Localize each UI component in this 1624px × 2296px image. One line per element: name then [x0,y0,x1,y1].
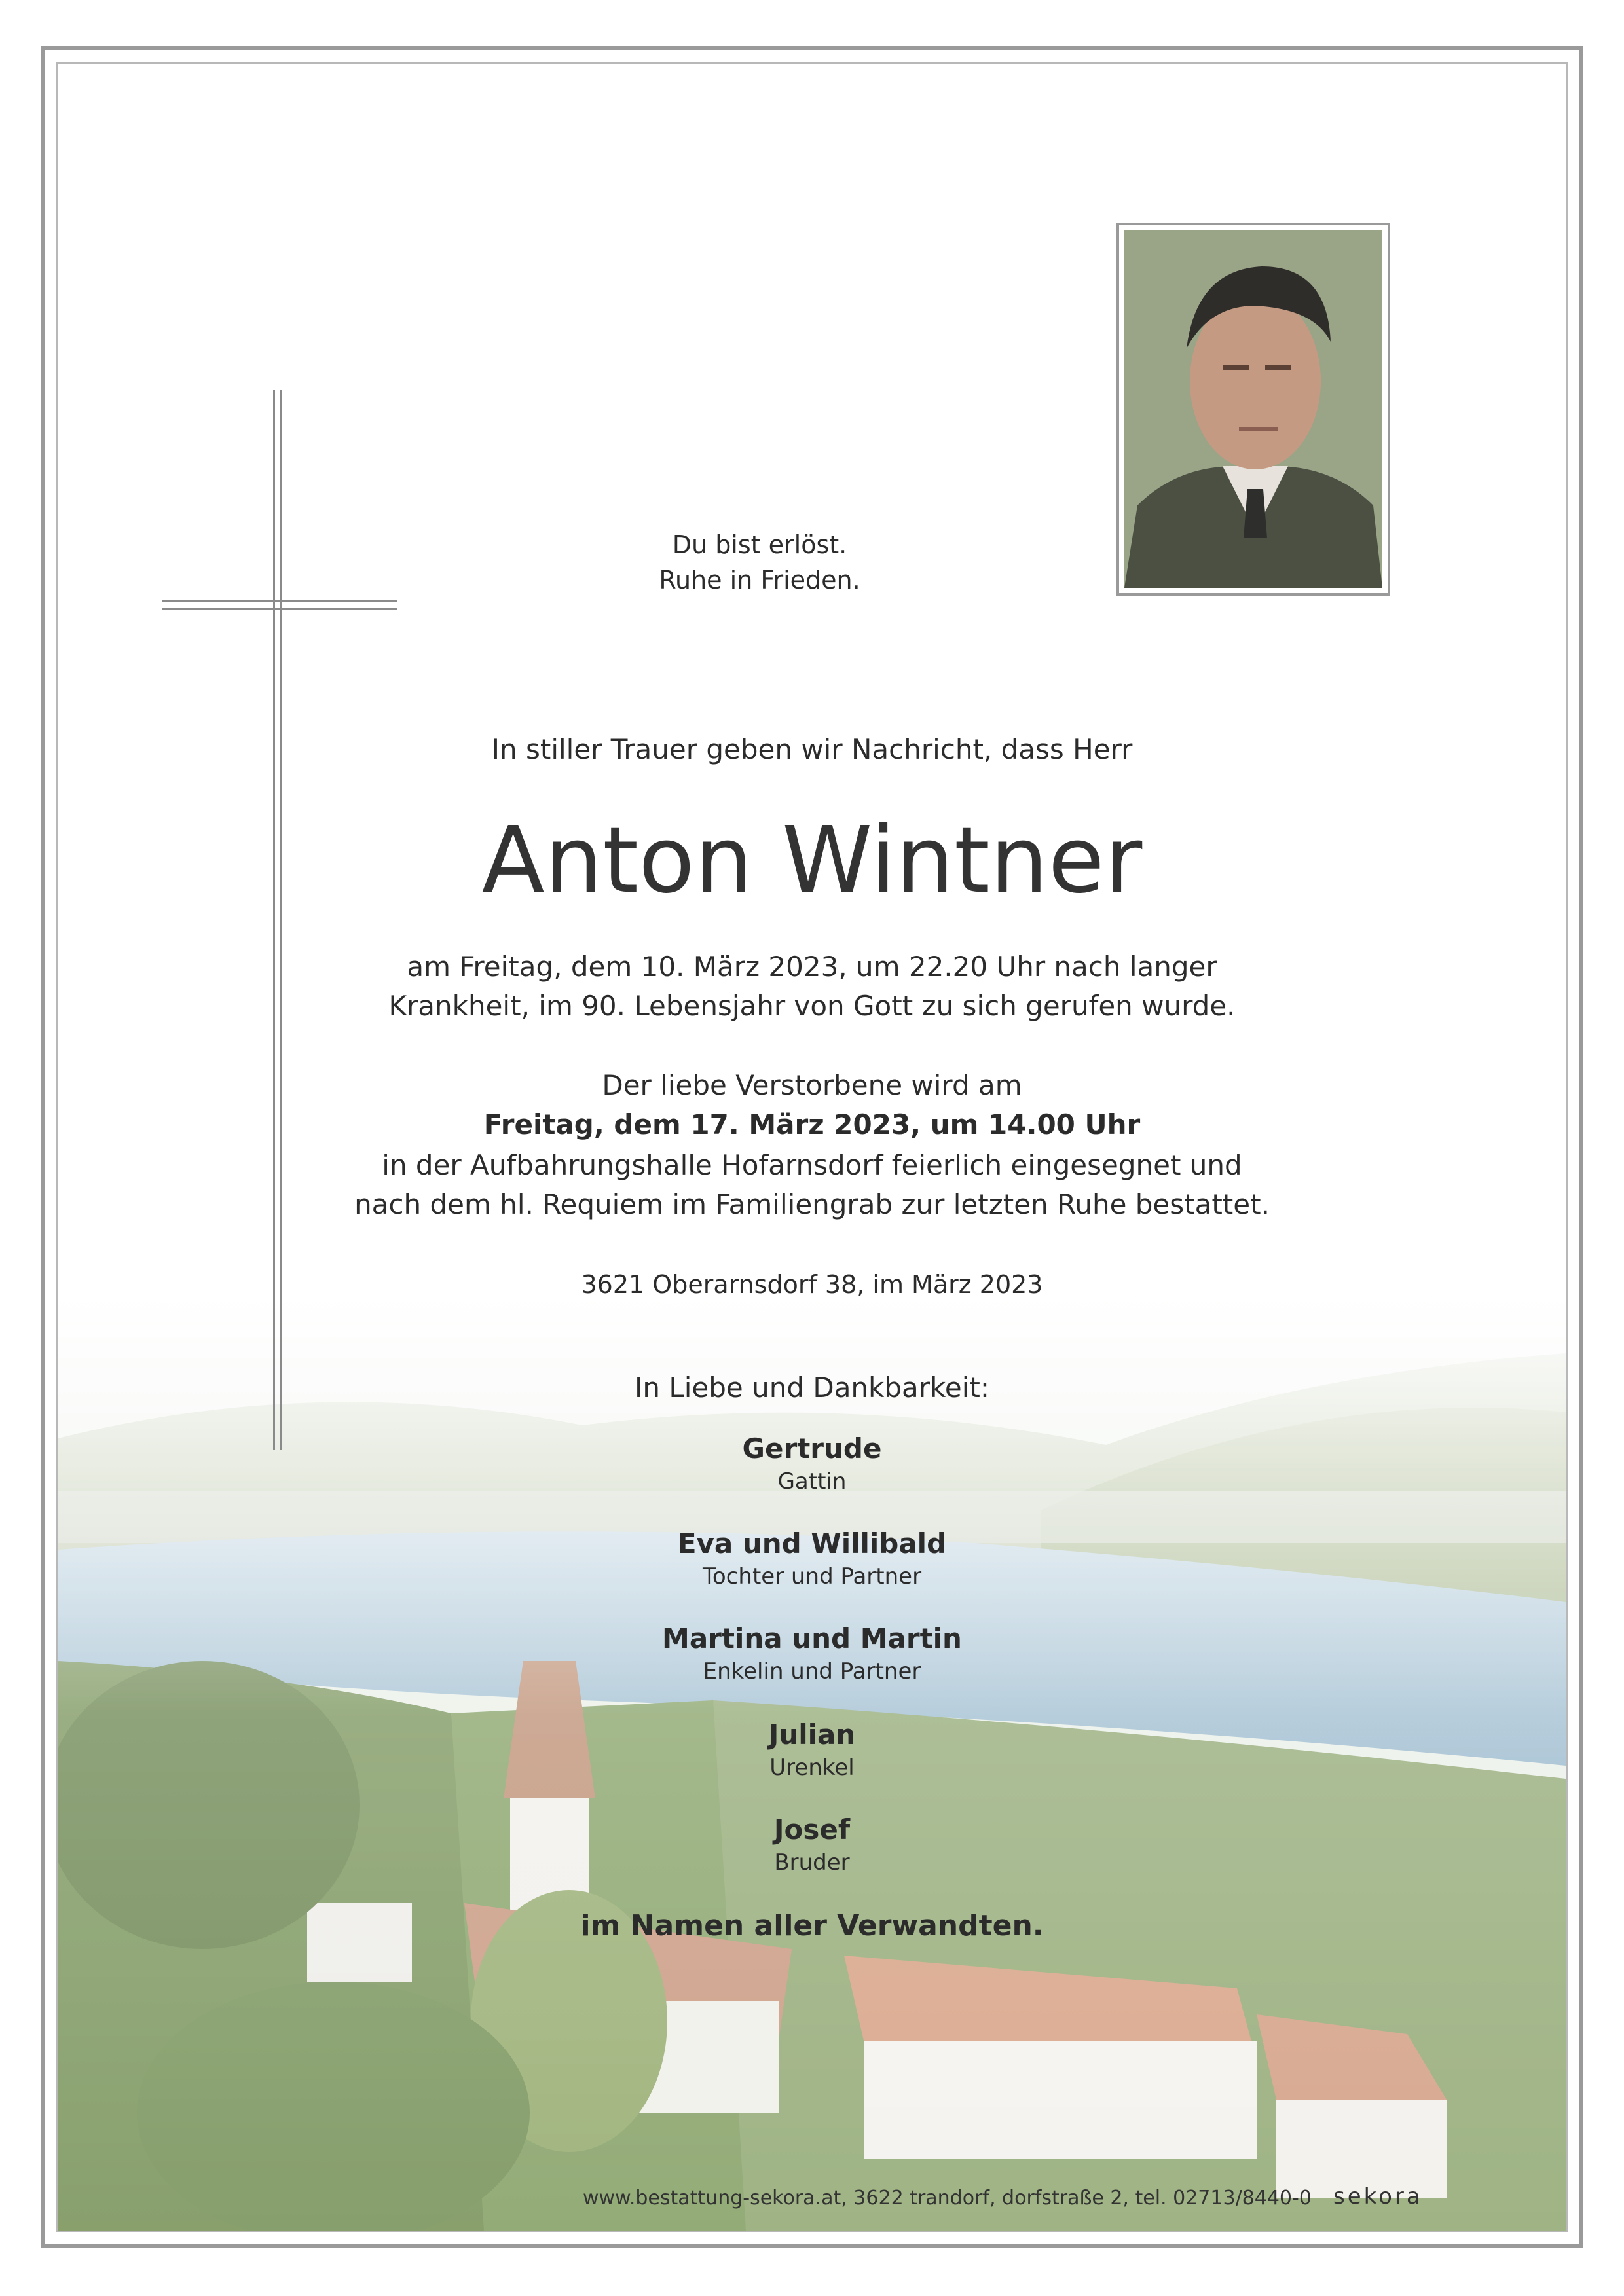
cross-horizontal-bar [162,600,397,610]
mourner-role: Gattin [777,1468,847,1495]
motto-line-2: Ruhe in Frieden. [659,566,860,594]
portrait-photo-frame [1116,223,1390,596]
mourner-role: Urenkel [769,1755,855,1781]
mourner-name: Julian [768,1719,856,1751]
mourner-role: Bruder [774,1850,850,1876]
sekora-logo: sekora [1333,2183,1423,2210]
footer-contact: www.bestattung-sekora.at, 3622 trandorf, dorfstraße 2, tel. 02713/8440-0 [583,2187,1312,2210]
mourner-name: Josef [773,1813,851,1846]
funeral-intro: Der liebe Verstorbene wird am [602,1069,1022,1101]
portrait-photo [1124,230,1382,588]
mourner-role: Enkelin und Partner [703,1658,921,1685]
death-text-line-1: am Freitag, dem 10. März 2023, um 22.20 Uhr nach langer [407,951,1217,983]
mourner-name: Gertrude [742,1432,882,1465]
mourner-role: Tochter und Partner [702,1563,922,1590]
deceased-name: Anton Wintner [481,807,1143,914]
mourner-name: Eva und Willibald [677,1527,947,1559]
motto [629,527,891,598]
motto-line-1: Du bist erlöst. [672,530,847,559]
funeral-date: Freitag, dem 17. März 2023, um 14.00 Uhr [483,1108,1141,1140]
closing-line: im Namen aller Verwandten. [580,1909,1044,1942]
intro-text: In stiller Trauer geben wir Nachricht, dass Herr [491,733,1133,765]
place-date: 3621 Oberarnsdorf 38, im März 2023 [581,1270,1043,1299]
gratitude-line: In Liebe und Dankbarkeit: [634,1372,989,1404]
death-text-line-2: Krankheit, im 90. Lebensjahr von Gott zu sich gerufen wurde. [388,990,1236,1022]
funeral-line-2: nach dem hl. Requiem im Familiengrab zur letzten Ruhe bestattet. [354,1188,1270,1220]
mourner-name: Martina und Martin [662,1622,962,1654]
funeral-line-1: in der Aufbahrungshalle Hofarnsdorf feierlich eingesegnet und [382,1149,1242,1181]
